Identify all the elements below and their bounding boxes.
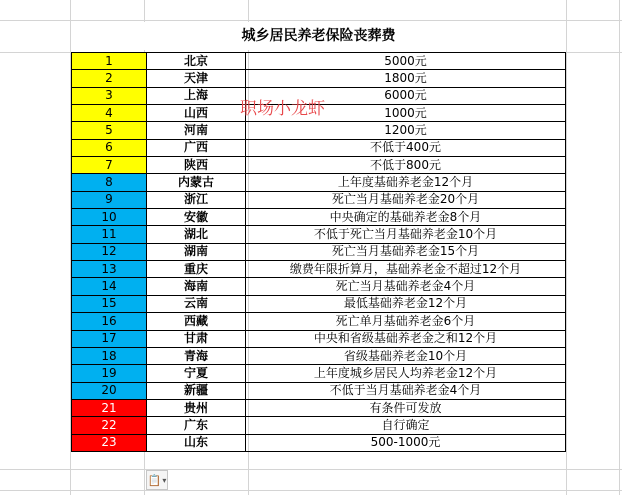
amount-cell[interactable]: 死亡单月基础养老金6个月	[246, 313, 566, 330]
table-row	[72, 382, 566, 399]
province-cell[interactable]: 湖南	[147, 243, 246, 260]
table-row	[72, 243, 566, 260]
amount-cell[interactable]: 1000元	[246, 105, 566, 122]
paste-options-icon: 📋	[147, 473, 162, 487]
row-number-cell[interactable]: 10	[72, 209, 147, 226]
province-cell[interactable]: 上海	[147, 87, 246, 104]
table-row	[72, 417, 566, 434]
province-cell[interactable]: 青海	[147, 347, 246, 364]
amount-cell[interactable]: 1800元	[246, 70, 566, 87]
amount-cell[interactable]: 不低于死亡当月基础养老金10个月	[246, 226, 566, 243]
province-cell[interactable]: 内蒙古	[147, 174, 246, 191]
amount-cell[interactable]: 有条件可发放	[246, 399, 566, 416]
paste-options-button[interactable]	[146, 470, 168, 490]
amount-cell[interactable]: 缴费年限折算月，基础养老金不超过12个月	[246, 261, 566, 278]
table-row	[72, 365, 566, 382]
province-cell[interactable]: 山西	[147, 105, 246, 122]
row-number-cell[interactable]: 3	[72, 87, 147, 104]
row-number-cell[interactable]: 22	[72, 417, 147, 434]
table-row	[72, 261, 566, 278]
province-cell[interactable]: 河南	[147, 122, 246, 139]
amount-cell[interactable]: 省级基础养老金10个月	[246, 347, 566, 364]
row-number-cell[interactable]: 19	[72, 365, 147, 382]
table-row	[72, 174, 566, 191]
amount-cell[interactable]: 死亡当月基础养老金15个月	[246, 243, 566, 260]
row-number-cell[interactable]: 16	[72, 313, 147, 330]
amount-cell[interactable]: 不低于800元	[246, 157, 566, 174]
amount-cell[interactable]: 中央确定的基础养老金8个月	[246, 209, 566, 226]
table-row	[72, 278, 566, 295]
table-row	[72, 70, 566, 87]
row-number-cell[interactable]: 14	[72, 278, 147, 295]
table-row	[72, 122, 566, 139]
table-row	[72, 139, 566, 156]
province-cell[interactable]: 贵州	[147, 399, 246, 416]
row-number-cell[interactable]: 8	[72, 174, 147, 191]
row-number-cell[interactable]: 1	[72, 53, 147, 70]
watermark-text: 职场小龙虾	[240, 99, 325, 119]
row-number-cell[interactable]: 15	[72, 295, 147, 312]
row-number-cell[interactable]: 21	[72, 399, 147, 416]
table-row	[72, 347, 566, 364]
province-cell[interactable]: 山东	[147, 434, 246, 451]
row-number-cell[interactable]: 9	[72, 191, 147, 208]
table-row	[72, 313, 566, 330]
province-cell[interactable]: 西藏	[147, 313, 246, 330]
amount-cell[interactable]: 1200元	[246, 122, 566, 139]
amount-cell[interactable]: 自行确定	[246, 417, 566, 434]
row-number-cell[interactable]: 7	[72, 157, 147, 174]
province-cell[interactable]: 新疆	[147, 382, 246, 399]
province-cell[interactable]: 广西	[147, 139, 246, 156]
sheet-title[interactable]: 城乡居民养老保险丧葬费	[71, 22, 566, 50]
row-number-cell[interactable]: 6	[72, 139, 147, 156]
row-number-cell[interactable]: 5	[72, 122, 147, 139]
table-row	[72, 209, 566, 226]
province-cell[interactable]: 陕西	[147, 157, 246, 174]
amount-cell[interactable]: 不低于400元	[246, 139, 566, 156]
amount-cell[interactable]: 中央和省级基础养老金之和12个月	[246, 330, 566, 347]
amount-cell[interactable]: 死亡当月基础养老金4个月	[246, 278, 566, 295]
province-cell[interactable]: 甘肃	[147, 330, 246, 347]
province-cell[interactable]: 天津	[147, 70, 246, 87]
row-number-cell[interactable]: 20	[72, 382, 147, 399]
table-row	[72, 330, 566, 347]
province-cell[interactable]: 湖北	[147, 226, 246, 243]
table-row	[72, 157, 566, 174]
amount-cell[interactable]: 最低基础养老金12个月	[246, 295, 566, 312]
row-number-cell[interactable]: 17	[72, 330, 147, 347]
amount-cell[interactable]: 6000元	[246, 87, 566, 104]
province-cell[interactable]: 北京	[147, 53, 246, 70]
row-number-cell[interactable]: 4	[72, 105, 147, 122]
amount-cell[interactable]: 不低于当月基础养老金4个月	[246, 382, 566, 399]
row-number-cell[interactable]: 23	[72, 434, 147, 451]
row-number-cell[interactable]: 12	[72, 243, 147, 260]
row-number-cell[interactable]: 13	[72, 261, 147, 278]
province-cell[interactable]: 安徽	[147, 209, 246, 226]
province-cell[interactable]: 重庆	[147, 261, 246, 278]
table-row	[72, 53, 566, 70]
amount-cell[interactable]: 5000元	[246, 53, 566, 70]
table-row	[72, 226, 566, 243]
amount-cell[interactable]: 上年度城乡居民人均养老金12个月	[246, 365, 566, 382]
province-cell[interactable]: 云南	[147, 295, 246, 312]
amount-cell[interactable]: 死亡当月基础养老金20个月	[246, 191, 566, 208]
province-cell[interactable]: 广东	[147, 417, 246, 434]
table-row	[72, 399, 566, 416]
row-number-cell[interactable]: 11	[72, 226, 147, 243]
table-row	[72, 191, 566, 208]
table-row	[72, 434, 566, 451]
province-cell[interactable]: 浙江	[147, 191, 246, 208]
province-cell[interactable]: 海南	[147, 278, 246, 295]
row-number-cell[interactable]: 18	[72, 347, 147, 364]
province-cell[interactable]: 宁夏	[147, 365, 246, 382]
chevron-down-icon: ▾	[162, 475, 167, 485]
amount-cell[interactable]: 上年度基础养老金12个月	[246, 174, 566, 191]
row-number-cell[interactable]: 2	[72, 70, 147, 87]
table-row	[72, 295, 566, 312]
amount-cell[interactable]: 500-1000元	[246, 434, 566, 451]
